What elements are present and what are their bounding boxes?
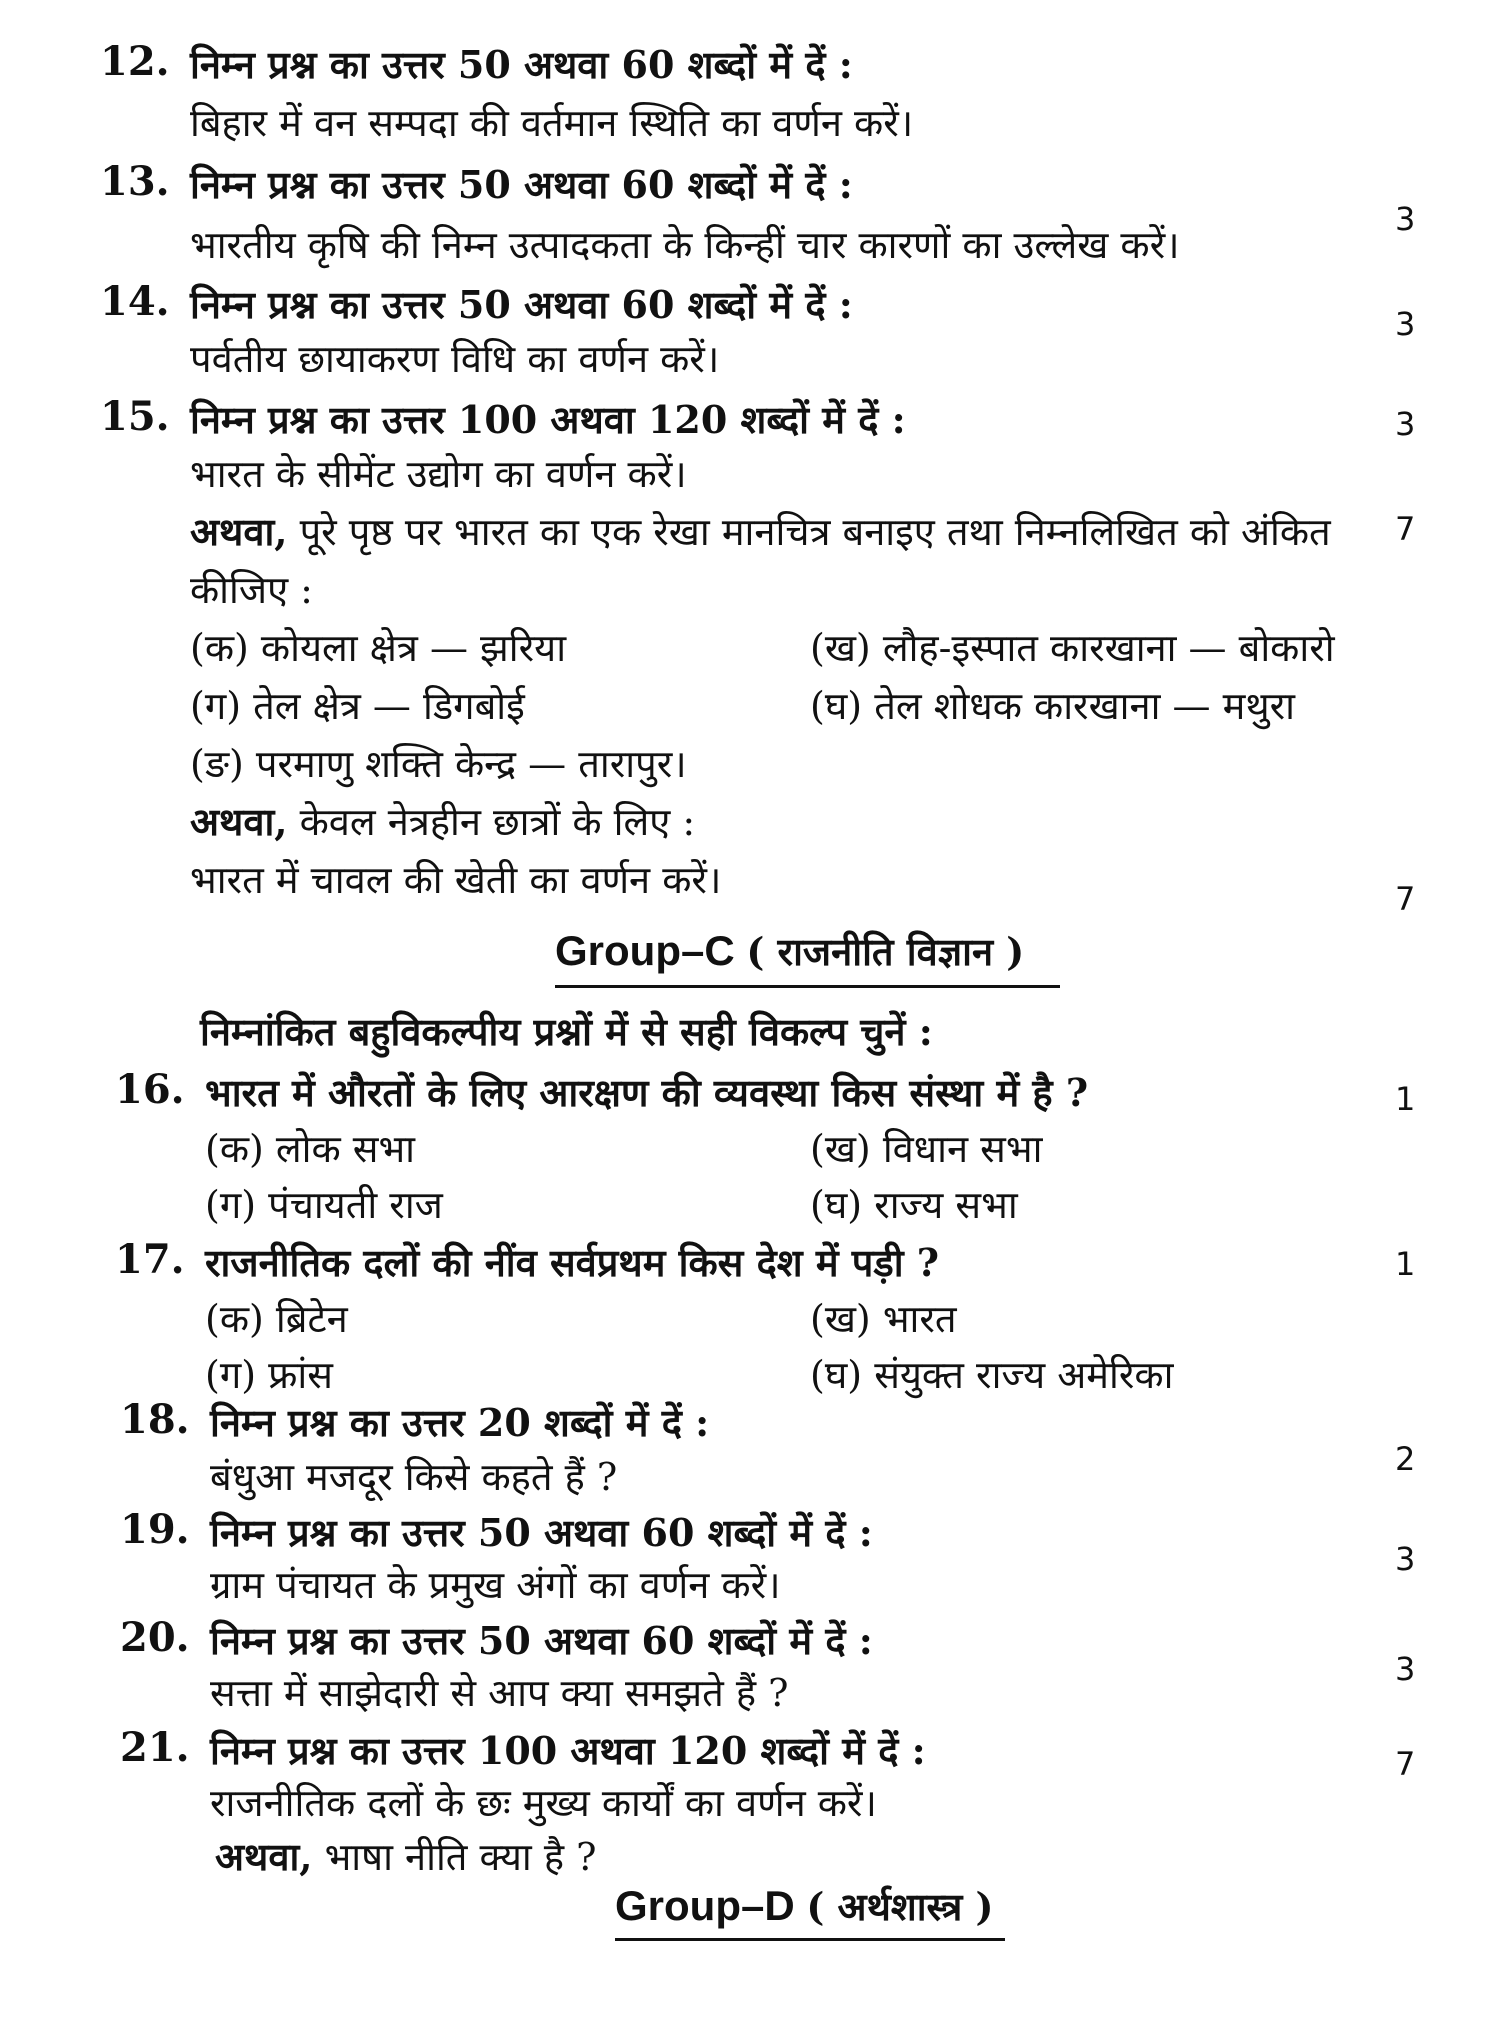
map-option-d: (घ) तेल शोधक कारखाना — मथुरा [810,684,1295,728]
or-blind-question: भारत में चावल की खेती का वर्णन करें। [190,858,722,902]
question-number: 15. [100,393,170,440]
question-text: राजनीतिक दलों की नींव सर्वप्रथम किस देश में पड़ी ? [205,1240,940,1285]
question-text: राजनीतिक दलों के छः मुख्य कार्यों का वर्णन करें। [210,1781,877,1825]
marks-q14: 3 [1395,305,1416,343]
question-number: 12. [100,38,170,85]
or-alternative [215,1830,596,1882]
or-alternative-blind [190,795,695,847]
or-label: अथवा, [190,509,288,554]
group-label: Group–D [615,1882,795,1929]
question-number: 16. [115,1066,185,1113]
question-text: बंधुआ मजदूर किसे कहते हैं ? [210,1455,618,1499]
question-instruction: निम्न प्रश्न का उत्तर 50 अथवा 60 शब्दों में दें : [210,1618,873,1663]
question-instruction: निम्न प्रश्न का उत्तर 50 अथवा 60 शब्दों में दें : [210,1510,873,1555]
marks-q20: 3 [1395,1650,1416,1688]
question-instruction: निम्न प्रश्न का उत्तर 50 अथवा 60 शब्दों में दें : [190,162,853,207]
option-a: (क) ब्रिटेन [205,1297,348,1341]
marks-q15: 3 [1395,405,1416,443]
question-number: 17. [115,1236,185,1283]
question-instruction: निम्न प्रश्न का उत्तर 50 अथवा 60 शब्दों में दें : [190,42,853,87]
question-number: 18. [120,1396,190,1443]
mcq-instruction: निम्नांकित बहुविकल्पीय प्रश्नों में से सही विकल्प चुनें : [200,1009,933,1054]
group-subject: ( अर्थशास्त्र ) [806,1884,994,1929]
question-number: 20. [120,1614,190,1661]
question-instruction: निम्न प्रश्न का उत्तर 100 अथवा 120 शब्दों में दें : [190,397,906,442]
group-label: Group–C [555,927,735,974]
map-option-a: (क) कोयला क्षेत्र — झरिया [190,626,567,670]
question-text: सत्ता में साझेदारी से आप क्या समझते हैं ? [210,1671,789,1715]
question-instruction: निम्न प्रश्न का उत्तर 20 शब्दों में दें : [210,1400,710,1445]
question-instruction: निम्न प्रश्न का उत्तर 50 अथवा 60 शब्दों में दें : [190,282,853,327]
option-a: (क) लोक सभा [205,1127,416,1171]
question-number: 19. [120,1506,190,1553]
marks-q19: 3 [1395,1540,1416,1578]
group-c-heading [555,925,1024,977]
question-text: भारत में औरतों के लिए आरक्षण की व्यवस्था किस संस्था में है ? [205,1070,1089,1115]
question-number: 21. [120,1724,190,1771]
option-c: (ग) फ्रांस [205,1353,333,1397]
or-label: अथवा, [190,799,288,844]
question-text: पर्वतीय छायाकरण विधि का वर्णन करें। [190,337,720,381]
or-alternative-map [190,505,1331,557]
map-option-c: (ग) तेल क्षेत्र — डिगबोई [190,684,525,728]
option-b: (ख) भारत [810,1297,957,1341]
or-text: पूरे पृष्ठ पर भारत का एक रेखा मानचित्र बनाइए तथा निम्नलिखित को अंकित [287,510,1331,554]
option-d: (घ) संयुक्त राज्य अमेरिका [810,1353,1174,1397]
group-d-underline [615,1938,1005,1941]
question-text: ग्राम पंचायत के प्रमुख अंगों का वर्णन करें। [210,1563,781,1607]
map-option-b: (ख) लौह-इस्पात कारखाना — बोकारो [810,626,1335,670]
option-c: (ग) पंचायती राज [205,1183,443,1227]
question-text: बिहार में वन सम्पदा की वर्तमान स्थिति का वर्णन करें। [190,101,914,145]
or-text: भाषा नीति क्या है ? [312,1835,597,1879]
marks-q13: 3 [1395,200,1416,238]
option-b: (ख) विधान सभा [810,1127,1043,1171]
option-d: (घ) राज्य सभा [810,1183,1018,1227]
group-subject: ( राजनीति विज्ञान ) [746,929,1025,974]
marks-q21: 7 [1395,1745,1416,1783]
marks-q15-or-blind: 7 [1395,880,1416,918]
question-number: 13. [100,158,170,205]
question-text: भारत के सीमेंट उद्योग का वर्णन करें। [190,452,687,496]
group-d-heading [615,1880,994,1932]
marks-q15-or: 7 [1395,510,1416,548]
question-number: 14. [100,278,170,325]
marks-q18: 2 [1395,1440,1416,1478]
question-instruction: निम्न प्रश्न का उत्तर 100 अथवा 120 शब्दों में दें : [210,1728,926,1773]
map-option-e: (ङ) परमाणु शक्ति केन्द्र — तारापुर। [190,742,687,786]
or-continuation: कीजिए : [190,568,313,612]
question-text: भारतीय कृषि की निम्न उत्पादकता के किन्हीं चार कारणों का उल्लेख करें। [190,223,1180,267]
or-text: केवल नेत्रहीन छात्रों के लिए : [287,800,696,844]
marks-q16: 1 [1395,1080,1416,1118]
group-c-underline [555,985,1060,988]
or-label: अथवा, [215,1834,313,1879]
marks-q17: 1 [1395,1245,1416,1283]
